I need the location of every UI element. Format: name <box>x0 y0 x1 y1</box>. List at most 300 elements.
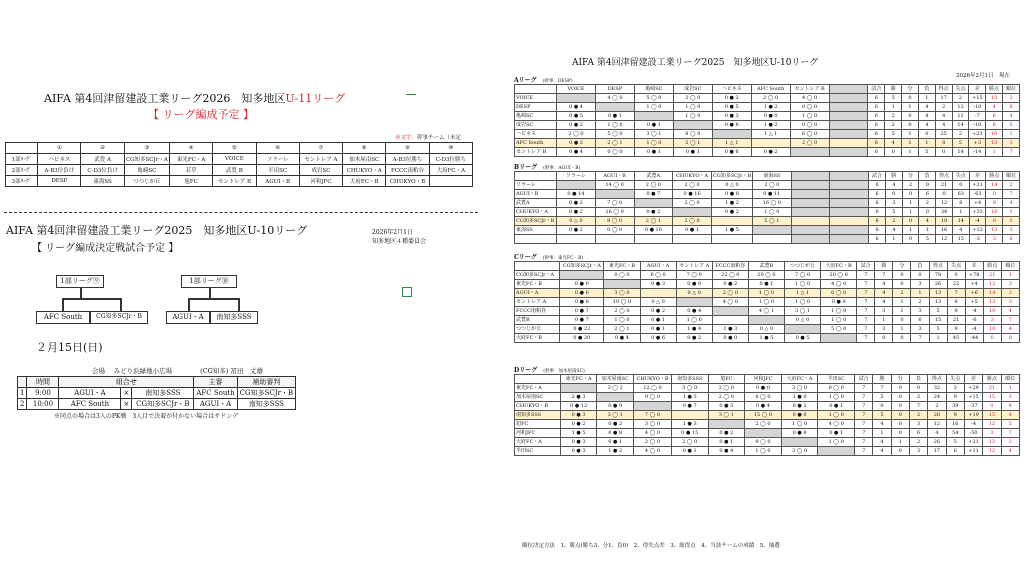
league-col-team: 半田SC <box>818 375 855 384</box>
league-table <box>514 261 1020 343</box>
league-col-team: 武豊B <box>748 262 784 271</box>
league-col-team: DESP <box>596 85 635 94</box>
league-stat-cell: 2 <box>1001 289 1019 298</box>
league-col-team: AFC South <box>751 85 790 94</box>
u10-subtitle: 【 リーグ編成決定戦試合予定 】 <box>32 243 179 254</box>
league-team-name: CG知多SCJr・B <box>515 217 557 226</box>
league-result-cell: 0 ● 3 <box>560 411 597 420</box>
league-result-cell: 6 ◯ 0 <box>821 289 857 298</box>
league-result-cell: 0 ● 9 <box>597 402 634 411</box>
league-result-cell: 0 ● 5 <box>712 103 751 112</box>
league-stat-cell: 0 <box>919 181 936 190</box>
league-result-empty <box>791 217 830 226</box>
league-result-cell: 1 ◯ 0 <box>821 316 857 325</box>
u11-header-cell <box>6 143 38 154</box>
league-stat-cell: -7 <box>969 112 986 121</box>
league-result-cell: 1 ● 3 <box>671 393 708 402</box>
league-result-cell: 1 ◯ 0 <box>818 393 855 402</box>
u11-cell: 東海SS <box>81 176 124 187</box>
league-stat-cell: 2 <box>902 181 919 190</box>
league-stat-cell: 17 <box>935 94 952 103</box>
league-result-cell: 0 ● 1 <box>634 148 673 157</box>
league-result-cell: 8 ◯ 0 <box>745 393 782 402</box>
league-stat-cell: 6 <box>868 112 885 121</box>
u11-cell: ハビネス <box>38 154 81 165</box>
league-stat-cell: 0 <box>902 235 919 244</box>
league-stat-cell: 6 <box>909 429 927 438</box>
league-result-cell: 1 ● 4 <box>676 325 712 334</box>
league-result-cell: 0 ● 2 <box>708 429 745 438</box>
bracket-line <box>62 298 64 312</box>
u11-header-cell: ⑤ <box>213 143 256 154</box>
league-stat-cell: 7 <box>855 393 873 402</box>
league-stat-header: 負 <box>909 375 927 384</box>
league-stat-cell: +23 <box>969 130 986 139</box>
league-stat-cell: 7 <box>857 271 875 280</box>
bracket-line <box>209 288 211 298</box>
league-stat-header: 勝点 <box>986 172 1003 181</box>
league-col-team: 東光FC・A <box>560 375 597 384</box>
league-stat-cell: 8 <box>952 199 969 208</box>
league-col-team: VOICE <box>557 85 596 94</box>
league-result-cell: 0 ● 3 <box>560 438 597 447</box>
schedule-table <box>17 376 296 410</box>
league-stat-header: 試合 <box>869 172 886 181</box>
league-result-cell: 0 ● 7 <box>671 402 708 411</box>
league-team-name: CG知多SCJr・A <box>515 271 560 280</box>
league-row <box>515 316 1020 325</box>
league-stat-header: 差 <box>969 172 986 181</box>
league-result-empty <box>830 208 869 217</box>
league-stat-cell: 7 <box>855 384 873 393</box>
league-col-team: 東光FC・B <box>604 262 640 271</box>
u11-header-cell: ⑦ <box>299 143 342 154</box>
u11-cell: 東光FC・A <box>169 154 212 165</box>
league-stat-cell: 2 <box>1001 438 1019 447</box>
league-stat-header: 差 <box>969 85 986 94</box>
u11-cell: 2部ﾘｰｸﾞ <box>6 165 38 176</box>
league-result-cell: 0 ● 0 <box>745 384 782 393</box>
league-stat-cell: 1 <box>885 103 902 112</box>
league-col-team: 亀崎SC <box>634 85 673 94</box>
league-result-cell: 2 ◯ 1 <box>596 139 635 148</box>
league-stat-cell: 7 <box>947 289 965 298</box>
league-col-team: 加木屋南SC <box>597 375 634 384</box>
league-stat-cell: 7 <box>857 280 875 289</box>
league-stat-cell: 1 <box>1001 384 1019 393</box>
league-row <box>515 420 1020 429</box>
league-stat-cell: 0 <box>986 190 1003 199</box>
league-result-cell: 10 ◯ 0 <box>604 298 640 307</box>
league-result-cell: 14 ◯ 0 <box>595 181 634 190</box>
league-stat-cell: -4 <box>965 325 983 334</box>
match-date: ２月15日(日) <box>36 341 103 354</box>
league-result-cell: 0 ● 8 <box>711 190 752 199</box>
league-stat-cell: 7 <box>855 438 873 447</box>
league-stat-header: 順位 <box>1001 375 1019 384</box>
league-team-name: セントレア A <box>515 298 560 307</box>
league-stat-cell: 0 <box>893 334 911 343</box>
standings-date: 2026年2月1日 現在 <box>956 73 1010 79</box>
venue-contact: 冨田 丈雄 <box>230 367 263 375</box>
league-stat-header: 分 <box>893 262 911 271</box>
league-stat-cell: 4 <box>918 103 935 112</box>
u11-cell: 亀崎SC <box>124 165 169 176</box>
league-result-cell: 2 ◯ 0 <box>752 181 791 190</box>
league-result-cell: 7 ◯ 0 <box>634 411 672 420</box>
schedule-row <box>18 388 296 399</box>
league-stat-cell: -6 <box>965 316 983 325</box>
league-stat-cell: 39 <box>946 402 964 411</box>
u11-row <box>6 176 473 187</box>
league-stat-cell: -10 <box>969 121 986 130</box>
league-stat-cell: 54 <box>946 429 964 438</box>
league-team-name: AGUI・B <box>515 190 557 199</box>
league-stat-cell: 0 <box>911 271 929 280</box>
league-stat-cell: 5 <box>918 148 935 157</box>
league-result-cell: 0 ● 4 <box>745 402 782 411</box>
league-stat-cell: 4 <box>1001 307 1019 316</box>
league-stat-cell: 4 <box>885 226 902 235</box>
league-stat-cell: 0 <box>893 316 911 325</box>
league-stat-cell: 0 <box>936 190 953 199</box>
league-stat-cell: 5 <box>929 307 947 316</box>
league-result-cell: 2 ◯ 0 <box>604 307 640 316</box>
league-result-cell <box>596 103 635 112</box>
league-stat-cell: 6 <box>1003 103 1020 112</box>
league-result-cell <box>708 420 745 429</box>
league-stat-cell: 1 <box>902 208 919 217</box>
league-result-cell: 3 ◯ 0 <box>781 384 818 393</box>
league-result-cell: 0 ● 1 <box>596 112 635 121</box>
league-stat-cell: 2 <box>909 411 927 420</box>
u11-header-cell: ④ <box>169 143 212 154</box>
league-stat-cell: 4 <box>875 298 893 307</box>
league-stat-cell: 0 <box>891 420 909 429</box>
league-stat-cell: 0 <box>891 429 909 438</box>
u11-cell: 大府FC・A <box>429 165 472 176</box>
league-stat-cell: 0 <box>983 402 1001 411</box>
league-stat-cell: 14 <box>952 148 969 157</box>
league-result-cell: 1 ◯ 0 <box>673 103 712 112</box>
schedule-cell-home: AGUI・A <box>59 388 121 399</box>
league-table <box>514 171 1020 244</box>
league-stat-cell: 6 <box>946 447 964 456</box>
league-result-empty <box>791 199 830 208</box>
league-block-2 <box>514 252 1020 343</box>
league-col-team: ハビネス <box>712 85 751 94</box>
u11-cell: CHUKYO・A <box>343 165 386 176</box>
league-result-cell: 1 ● 0 <box>781 393 818 402</box>
league-stat-cell: 21 <box>983 271 1001 280</box>
league-stat-cell: 5 <box>1003 217 1020 226</box>
league-stat-cell: 3 <box>911 307 929 316</box>
league-result-cell: 2 ◯ 1 <box>604 325 640 334</box>
league-row <box>515 325 1020 334</box>
league-stat-header: 勝点 <box>986 85 1003 94</box>
league-result-cell: 1 ◯ 0 <box>790 112 829 121</box>
league-stat-cell: 7 <box>857 325 875 334</box>
league-stat-cell: 0 <box>952 181 969 190</box>
schedule-cell-away: 南知多SSS <box>132 388 194 399</box>
league-result-cell: 0 ● 0 <box>560 280 604 289</box>
u11-cell: 旭FC <box>169 176 212 187</box>
league-result-cell: 0 ● 5 <box>785 334 821 343</box>
league-result-cell: 0 ● 0 <box>781 411 818 420</box>
league-stat-cell: 1 <box>952 208 969 217</box>
league-result-cell: 1 ● 2 <box>751 103 790 112</box>
league-result-cell: 8 ◯ 0 <box>595 217 634 226</box>
league-result-cell: 0 ● 8 <box>560 298 604 307</box>
bracket-label-9: 1部リーグ⑨ <box>56 275 104 288</box>
league-result-cell <box>712 130 751 139</box>
schedule-body <box>18 388 296 410</box>
league-result-cell: 3 ◯ 0 <box>671 384 708 393</box>
league-stat-cell: 6 <box>919 190 936 199</box>
issuer: 知多地区４種委員会 <box>372 238 427 245</box>
league-stat-cell: 12 <box>983 447 1001 456</box>
league-stat-cell: 5 <box>873 411 891 420</box>
league-result-empty <box>829 130 868 139</box>
league-stat-cell: 1 <box>902 130 919 139</box>
league-stat-cell: 16 <box>946 420 964 429</box>
league-result-empty <box>829 121 868 130</box>
league-secretary: (幹事：東光FC・B) <box>542 256 584 261</box>
league-stat-cell: 6 <box>869 199 886 208</box>
league-stat-cell: +6 <box>965 289 983 298</box>
league-result-cell <box>597 393 634 402</box>
league-result-cell <box>781 438 818 447</box>
schedule-header-match: 組合せ <box>59 377 194 388</box>
league-stat-cell: 15 <box>983 411 1001 420</box>
u11-cell: C-D3位負け <box>81 165 124 176</box>
league-stat-cell: 6 <box>869 235 886 244</box>
league-row <box>515 112 1020 121</box>
league-row <box>515 298 1020 307</box>
league-stat-cell: 8 <box>947 298 965 307</box>
u11-cell: A-B3位勝ち <box>386 154 429 165</box>
league-result-cell: 0 ● 2 <box>634 208 673 217</box>
league-stat-cell: +21 <box>969 181 986 190</box>
league-stat-cell: 1 <box>929 334 947 343</box>
league-stat-cell: 6 <box>868 103 885 112</box>
league-stat-cell: 2 <box>952 94 969 103</box>
league-result-cell: 0 ● 7 <box>560 316 604 325</box>
league-result-cell: 0 ● 1 <box>818 429 855 438</box>
league-stat-cell: 12 <box>928 420 946 429</box>
league-stat-cell: 7 <box>855 420 873 429</box>
league-stat-cell: 11 <box>952 112 969 121</box>
league-block-0 <box>514 75 1020 157</box>
league-result-cell: 0 ● 1 <box>671 447 708 456</box>
league-stat-cell: 4 <box>928 429 946 438</box>
league-row <box>515 447 1020 456</box>
league-stat-cell: 0 <box>885 190 902 199</box>
league-result-cell: 0 ● 2 <box>751 148 790 157</box>
league-stat-cell: 0 <box>873 402 891 411</box>
league-result-cell: 0 ● 2 <box>557 208 596 217</box>
league-result-cell: 4 ◯ 1 <box>748 307 784 316</box>
league-header-row <box>515 172 1020 181</box>
bracket-team: CG知多SCJr・B <box>90 311 148 324</box>
league-stat-cell: 3 <box>911 325 929 334</box>
league-team-name: 武豊A <box>515 199 557 208</box>
league-result-cell: 1 ◯ 0 <box>596 121 635 130</box>
league-result-cell: 0 ● 1 <box>640 316 676 325</box>
league-stat-header: 分 <box>902 172 919 181</box>
u11-header-cell: ① <box>38 143 81 154</box>
league-stat-cell: 1 <box>875 316 893 325</box>
league-stat-cell: 1 <box>911 289 929 298</box>
league-header-row <box>515 262 1020 271</box>
league-result-cell <box>560 384 597 393</box>
u11-cell: 武豊 A <box>81 154 124 165</box>
league-stat-cell: -10 <box>969 103 986 112</box>
schedule-cell-time: 10:00 <box>27 399 59 410</box>
league-stat-cell: 7 <box>1003 190 1020 199</box>
league-stat-cell: 0 <box>893 271 911 280</box>
league-result-cell: 0 ● 6 <box>640 334 676 343</box>
league-result-cell: 5 ◯ 0 <box>596 130 635 139</box>
league-stat-header: 失点 <box>952 85 969 94</box>
league-stat-cell: 8 <box>935 139 952 148</box>
league-stat-cell: 7 <box>857 316 875 325</box>
bracket-line <box>80 288 82 298</box>
league-stat-cell: -63 <box>969 190 986 199</box>
league-team-name: AGUI・A <box>515 289 560 298</box>
league-stat-cell: 4 <box>885 181 902 190</box>
league-result-cell: 3 ◯ 1 <box>597 411 634 420</box>
league-stat-cell: +15 <box>964 393 982 402</box>
league-stat-header: 分 <box>902 85 919 94</box>
league-stat-header: 順位 <box>1003 85 1020 94</box>
league-team-name: 大府FC・B <box>515 334 560 343</box>
bracket-team: AFC South <box>36 311 90 324</box>
league-result-cell: 0 ● 5 <box>557 112 596 121</box>
league-result-cell: 20 ◯ 0 <box>821 271 857 280</box>
league-result-cell: 1 ◯ 0 <box>818 438 855 447</box>
league-stat-cell: 12 <box>936 235 953 244</box>
league-stat-cell: 9 <box>946 393 964 402</box>
league-stat-cell: +19 <box>964 411 982 420</box>
league-row <box>515 334 1020 343</box>
pk-note: ※同点の場合は3人のPK戦 3人目で決着が付かない場合はサドンデ <box>54 413 239 420</box>
league-result-cell: 0 △ 0 <box>640 298 676 307</box>
league-col-team: 大府FC・B <box>821 262 857 271</box>
league-row <box>515 190 1020 199</box>
league-stat-header: 試合 <box>868 85 885 94</box>
league-result-cell: 5 ◯ 1 <box>752 217 791 226</box>
league-stat-cell: 2 <box>885 217 902 226</box>
league-stat-cell: 13 <box>929 298 947 307</box>
league-stat-cell: -37 <box>964 402 982 411</box>
league-title <box>514 252 1020 261</box>
league-stat-header: 順位 <box>1003 172 1020 181</box>
league-stat-cell: 2 <box>935 103 952 112</box>
league-stat-cell: 3 <box>1001 298 1019 307</box>
league-stat-cell: 6 <box>986 112 1003 121</box>
league-result-cell: 0 ● 2 <box>711 208 752 217</box>
league-result-cell <box>557 94 596 103</box>
venue-name: みどり浜緑地小広場 <box>113 367 173 375</box>
league-result-cell: 1 △ 1 <box>751 130 790 139</box>
league-stat-cell: 15 <box>983 393 1001 402</box>
league-result-cell: 2 ● 3 <box>560 393 597 402</box>
league-team-name: つつじが丘 <box>515 325 560 334</box>
league-stat-cell: 13 <box>986 139 1003 148</box>
league-result-cell: 0 △ 0 <box>748 325 784 334</box>
u11-cell: つつじが丘 <box>124 176 169 187</box>
league-stat-cell: 7 <box>857 289 875 298</box>
league-result-cell: 0 ◯ 0 <box>790 121 829 130</box>
league-stat-cell: 2 <box>1003 181 1020 190</box>
league-result-empty <box>830 235 869 244</box>
league-row <box>515 289 1020 298</box>
league-result-cell <box>712 307 748 316</box>
league-result-cell <box>785 325 821 334</box>
league-stat-cell: 10 <box>936 217 953 226</box>
league-stat-cell: 7 <box>875 271 893 280</box>
bracket-label-10: 1部リーグ⑩ <box>181 275 237 288</box>
league-result-empty <box>829 139 868 148</box>
league-result-empty <box>829 94 868 103</box>
league-stat-cell: +21 <box>964 438 982 447</box>
league-stat-cell: 2 <box>909 393 927 402</box>
bracket-line <box>238 298 240 312</box>
league-result-empty <box>830 190 869 199</box>
league-result-cell: 2 ◯ 0 <box>634 438 672 447</box>
league-result-cell: 0 ◯ 0 <box>818 384 855 393</box>
league-stat-cell: 1 <box>873 429 891 438</box>
league-stat-cell: +29 <box>964 384 982 393</box>
venue-label: 会場 <box>92 367 105 375</box>
league-stat-cell: 0 <box>902 217 919 226</box>
league-result-cell: 2 ◯ 1 <box>673 139 712 148</box>
u11-cell: セントレア B <box>213 176 256 187</box>
league-result-empty <box>791 208 830 217</box>
league-result-cell: 0 ◯ 0 <box>595 226 634 235</box>
league-result-cell: 0 ● 1 <box>640 325 676 334</box>
u11-note <box>395 133 461 141</box>
league-stat-cell: 4 <box>935 121 952 130</box>
league-col-team: ソラーレ <box>557 172 596 181</box>
league-stat-cell: 6 <box>986 121 1003 130</box>
league-stat-cell: 2 <box>885 121 902 130</box>
league-stat-cell: 6 <box>868 148 885 157</box>
league-stat-header: 勝 <box>873 375 891 384</box>
league-result-cell: 6 ◯ 0 <box>640 271 676 280</box>
league-result-cell: 0 ● 0 <box>676 280 712 289</box>
league-result-cell: 0 ● 0 <box>712 334 748 343</box>
league-result-cell: 1 ● 3 <box>671 420 708 429</box>
league-stat-header: 試合 <box>857 262 875 271</box>
league-row <box>515 148 1020 157</box>
league-result-cell <box>557 235 596 244</box>
league-result-cell: 1 ● 2 <box>597 447 634 456</box>
league-stat-cell: 0 <box>902 190 919 199</box>
league-corner <box>515 85 557 94</box>
u11-header-cell: ⑩ <box>429 143 472 154</box>
league-stat-cell: 6 <box>986 217 1003 226</box>
league-result-cell <box>634 235 673 244</box>
league-stat-cell: 3 <box>909 420 927 429</box>
league-stat-cell: 5 <box>946 438 964 447</box>
league-result-cell: 2 ◯ 0 <box>708 384 745 393</box>
league-stat-cell: 3 <box>983 429 1001 438</box>
league-stat-cell: 0 <box>909 384 927 393</box>
league-stat-cell: 7 <box>855 429 873 438</box>
league-stat-cell: 45 <box>947 334 965 343</box>
